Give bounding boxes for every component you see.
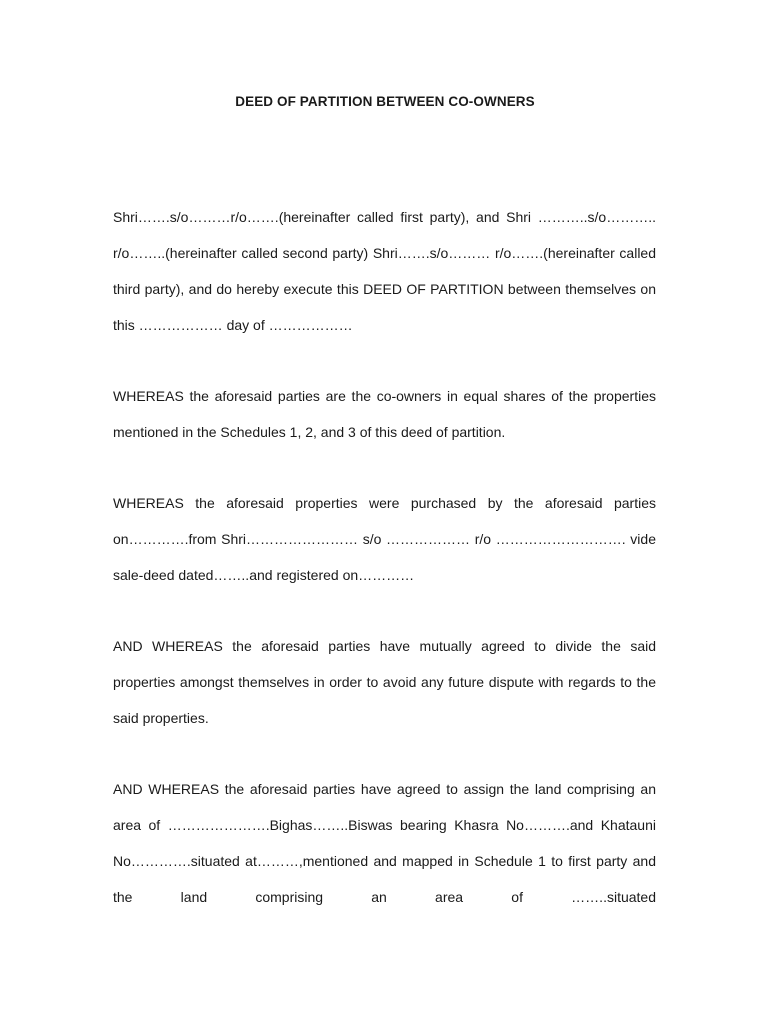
paragraph-purchase: WHEREAS the aforesaid properties were purchased by the aforesaid parties on………….from Shri…………………… s/o ……………… r/o ………………………. vide sale-deed dated……..and registered on…………	[113, 495, 656, 583]
paragraph-assignment: AND WHEREAS the aforesaid parties have agreed to assign the land comprising an area of ………………….Bighas……..Biswas bearing Khasra No……….and Khatauni No………….situated at………,mentioned and mapped in Schedule 1 to first party and the land comprising an area of ……..situated	[113, 781, 656, 905]
paragraph-parties: Shri…….s/o………r/o…….(hereinafter called first party), and Shri ………..s/o……….. r/o……..(hereinafter called second party) Shri…….s/o……… r/o…….(hereinafter called third party), and do hereby execute this DEED OF PARTITION between themselves on this ……………… day of ………………	[113, 209, 656, 333]
document-title: DEED OF PARTITION BETWEEN CO-OWNERS	[235, 94, 535, 109]
document-body	[113, 199, 656, 950]
paragraph-agreement: AND WHEREAS the aforesaid parties have mutually agreed to divide the said properties amongst themselves in order to avoid any future dispute with regards to the said properties.	[113, 638, 656, 726]
paragraph-co-owners: WHEREAS the aforesaid parties are the co-owners in equal shares of the properties mentioned in the Schedules 1, 2, and 3 of this deed of partition.	[113, 388, 656, 440]
